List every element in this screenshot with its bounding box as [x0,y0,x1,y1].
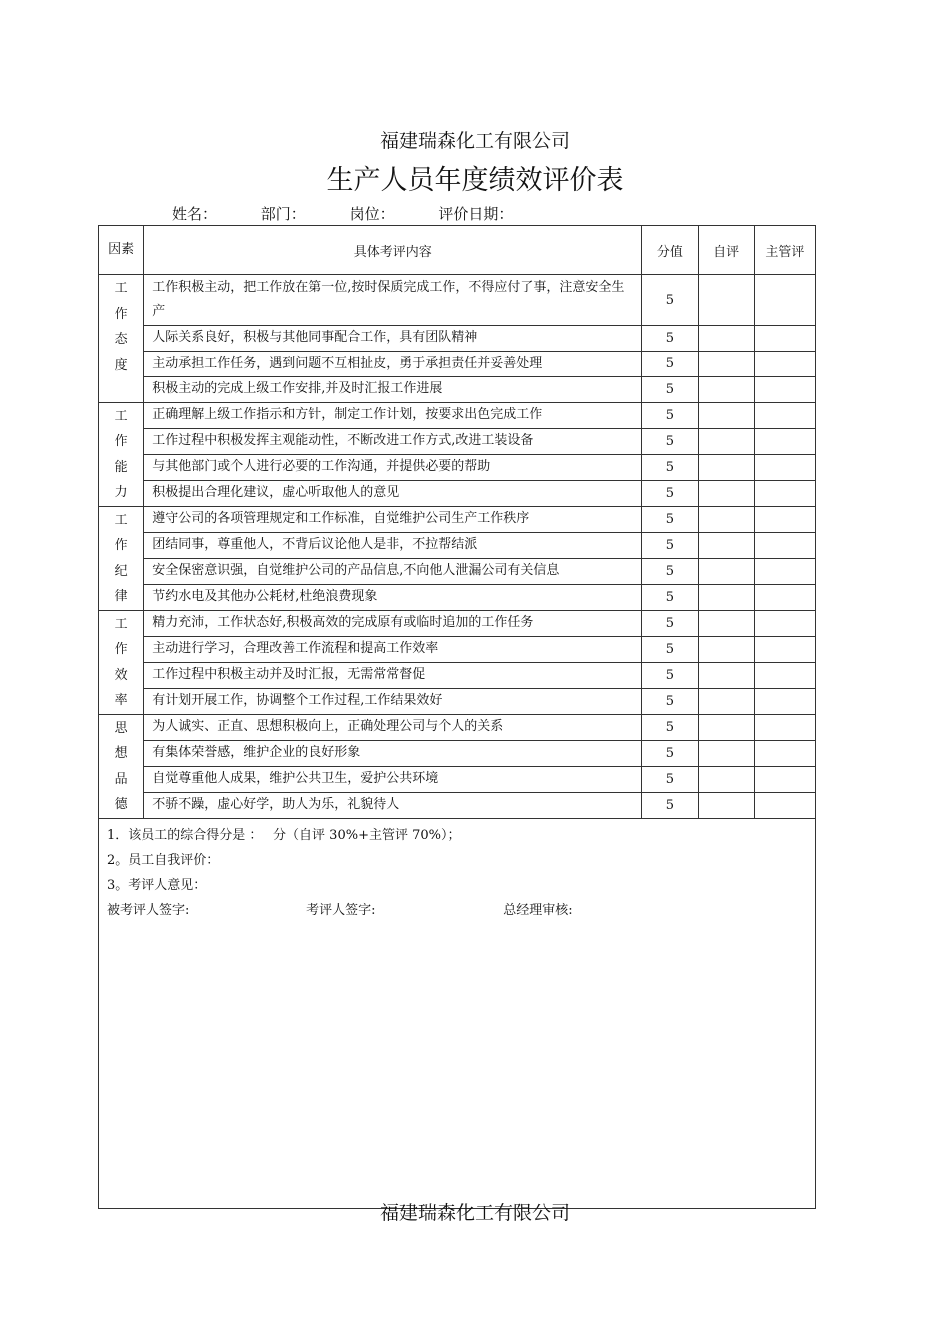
table-row [99,584,816,610]
self-score-field[interactable] [698,428,754,454]
score-value: 5 [642,740,698,766]
factor-cell [99,506,144,610]
manager-score-field[interactable] [754,351,815,377]
criterion-text: 精力充沛，工作状态好,积极高效的完成原有或临时追加的工作任务 [144,610,642,636]
manager-score-field[interactable] [754,766,815,792]
table-row [99,792,816,818]
table-row [99,428,816,454]
table-row [99,688,816,714]
self-score-field[interactable] [698,326,754,352]
factor-label: 工作能力 [114,408,128,501]
criterion-text: 为人诚实、正直、思想积极向上，正确处理公司与个人的关系 [144,714,642,740]
criterion-text: 不骄不躁，虚心好学，助人为乐，礼貌待人 [144,792,642,818]
self-score-field[interactable] [698,688,754,714]
score-value: 5 [642,714,698,740]
table-header-row [99,226,816,275]
self-score-field[interactable] [698,532,754,558]
score-value: 5 [642,275,698,326]
table-row [99,506,816,532]
criterion-text: 节约水电及其他办公耗材,杜绝浪费现象 [144,584,642,610]
manager-score-field[interactable] [754,636,815,662]
criterion-text: 有计划开展工作，协调整个工作过程,工作结果效好 [144,688,642,714]
self-score-field[interactable] [698,792,754,818]
self-score-field[interactable] [698,506,754,532]
factor-label: 工作效率 [114,616,128,709]
manager-score-field[interactable] [754,610,815,636]
table-row [99,636,816,662]
signature-row [107,898,807,923]
summary-section [99,818,816,1208]
score-value: 5 [642,662,698,688]
self-score-field[interactable] [698,351,754,377]
table-row [99,740,816,766]
score-value: 5 [642,688,698,714]
header-self: 自评 [698,226,754,275]
criterion-text: 积极提出合理化建议，虚心听取他人的意见 [144,480,642,506]
manager-score-field[interactable] [754,714,815,740]
table-row [99,275,816,326]
manager-score-field[interactable] [754,584,815,610]
manager-score-field[interactable] [754,326,815,352]
self-score-field[interactable] [698,714,754,740]
criterion-text: 人际关系良好，积极与其他同事配合工作，具有团队精神 [144,326,642,352]
table-row [99,454,816,480]
header-score: 分值 [642,226,698,275]
criterion-text: 遵守公司的各项管理规定和工作标准，自觉维护公司生产工作秩序 [144,506,642,532]
table-row [99,714,816,740]
header-manager: 主管评 [754,226,815,275]
table-row [99,326,816,352]
criterion-text: 团结同事，尊重他人，不背后议论他人是非，不拉帮结派 [144,532,642,558]
criterion-text: 与其他部门或个人进行必要的工作沟通，并提供必要的帮助 [144,454,642,480]
table-row [99,662,816,688]
header-factor: 因素 [99,226,144,275]
table-row [99,402,816,428]
factor-cell [99,402,144,506]
score-value: 5 [642,506,698,532]
criterion-text: 主动承担工作任务，遇到问题不互相扯皮，勇于承担责任并妥善处理 [144,351,642,377]
manager-score-field[interactable] [754,454,815,480]
manager-score-field[interactable] [754,662,815,688]
manager-score-field[interactable] [754,688,815,714]
reviewer-opinion-line: 3。考评人意见： [107,877,207,893]
score-value: 5 [642,402,698,428]
total-score-line: 1．该员工的综合得分是 ： 分（自评 30%+主管评 70%）； [107,827,461,843]
manager-score-field[interactable] [754,428,815,454]
document-title: 生产人员年度绩效评价表 [326,165,624,196]
self-score-field[interactable] [698,584,754,610]
evaluation-table [98,225,816,1209]
criterion-text: 工作过程中积极发挥主观能动性，不断改进工作方式,改进工装设备 [144,428,642,454]
criterion-text: 自觉尊重他人成果，维护公共卫生，爱护公共环境 [144,766,642,792]
score-value: 5 [642,766,698,792]
date-label: 评价日期： [438,205,514,223]
self-score-field[interactable] [698,377,754,403]
company-name-top: 福建瑞森化工有限公司 [379,130,570,152]
criterion-text: 安全保密意识强，自觉维护公司的产品信息,不向他人泄漏公司有关信息 [144,558,642,584]
self-score-field[interactable] [698,558,754,584]
factor-cell [99,275,144,403]
table-row [99,377,816,403]
score-value: 5 [642,636,698,662]
self-score-field[interactable] [698,740,754,766]
factor-label: 思想品德 [114,720,128,813]
score-value: 5 [642,610,698,636]
reviewer-signature-label: 考评人签字: [306,902,376,918]
criterion-text: 正确理解上级工作指示和方针，制定工作计划，按要求出色完成工作 [144,402,642,428]
score-value: 5 [642,351,698,377]
factor-cell [99,610,144,714]
score-value: 5 [642,792,698,818]
manager-score-field[interactable] [754,740,815,766]
info-line [172,203,513,224]
self-score-field[interactable] [698,636,754,662]
table-row [99,766,816,792]
score-value: 5 [642,454,698,480]
criterion-text: 有集体荣誉感，维护企业的良好形象 [144,740,642,766]
factor-cell [99,714,144,818]
manager-score-field[interactable] [754,377,815,403]
criterion-text: 积极主动的完成上级工作安排,并及时汇报工作进展 [144,377,642,403]
table-row [99,351,816,377]
employee-signature-label: 被考评人签字: [107,902,190,918]
factor-label: 工作纪律 [114,512,128,605]
position-label: 岗位： [349,205,395,223]
dept-label: 部门： [260,205,306,223]
table-row [99,558,816,584]
table-row [99,610,816,636]
table-row [99,480,816,506]
self-score-field[interactable] [698,610,754,636]
manager-score-field[interactable] [754,480,815,506]
self-score-field[interactable] [698,454,754,480]
table-row [99,532,816,558]
manager-score-field[interactable] [754,402,815,428]
criterion-text: 工作过程中积极主动并及时汇报，无需常常督促 [144,662,642,688]
score-value: 5 [642,377,698,403]
self-score-field[interactable] [698,402,754,428]
score-value: 5 [642,326,698,352]
name-label: 姓名： [172,205,218,223]
self-score-field[interactable] [698,480,754,506]
score-value: 5 [642,428,698,454]
manager-score-field[interactable] [754,532,815,558]
self-score-field[interactable] [698,662,754,688]
score-value: 5 [642,480,698,506]
self-score-field[interactable] [698,766,754,792]
company-name-bottom: 福建瑞森化工有限公司 [379,1202,570,1224]
manager-score-field[interactable] [754,792,815,818]
score-value: 5 [642,584,698,610]
self-score-field[interactable] [698,275,754,326]
manager-score-field[interactable] [754,275,815,326]
factor-label: 工作态度 [114,281,128,373]
criterion-text: 主动进行学习，合理改善工作流程和提高工作效率 [144,636,642,662]
score-value: 5 [642,558,698,584]
gm-review-label: 总经理审核: [503,902,573,918]
manager-score-field[interactable] [754,506,815,532]
self-evaluation-line: 2。员工自我评价： [107,852,220,868]
manager-score-field[interactable] [754,558,815,584]
score-value: 5 [642,532,698,558]
criterion-text: 工作积极主动，把工作放在第一位,按时保质完成工作，不得应付了事，注意安全生产 [144,275,642,326]
header-content: 具体考评内容 [144,226,642,275]
